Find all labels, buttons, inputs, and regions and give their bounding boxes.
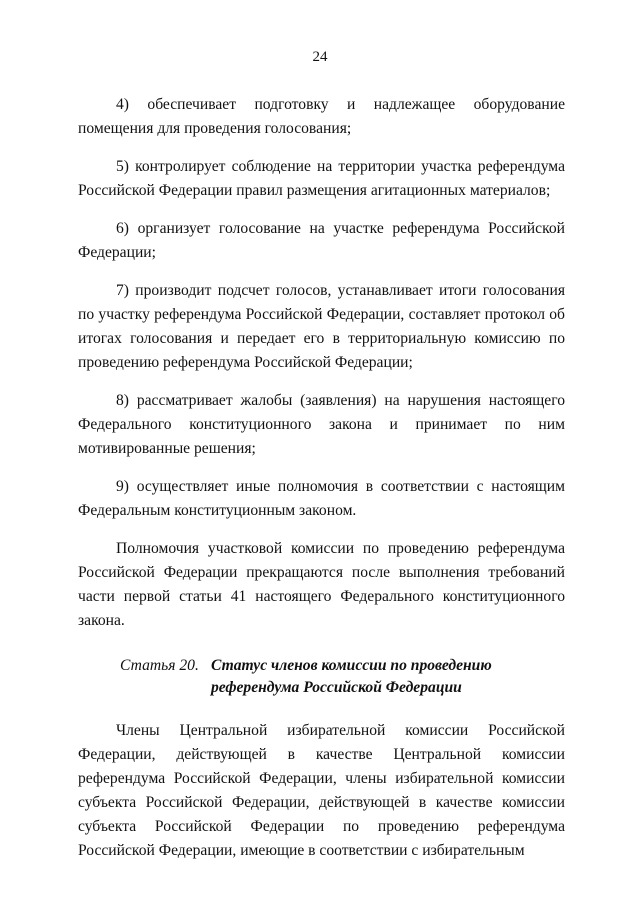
list-item-4: 4) обеспечивает подготовку и надлежащее оборудование помещения для проведения голосования; [78, 96, 565, 137]
article-title [211, 655, 565, 699]
list-item-9: 9) осуществляет иные полномочия в соответствии с настоящим Федеральным конституционным законом. [78, 478, 565, 519]
document-body [78, 93, 565, 863]
article-title-line-2: референдума Российской Федерации [211, 679, 462, 696]
list-item-7: 7) производит подсчет голосов, устанавливает итоги голосования по участку референдума Российской Федерации, составляет протокол об итогах голосования и передает его в территориальную комиссию по проведению референдума Российской Федерации; [78, 282, 565, 371]
article-title-line-1: Статус членов комиссии по проведению [211, 657, 492, 674]
list-item-5: 5) контролирует соблюдение на территории участка референдума Российской Федерации правил размещения агитационных материалов; [78, 158, 565, 199]
list-item-6: 6) организует голосование на участке референдума Российской Федерации; [78, 220, 565, 261]
article-text: Члены Центральной избирательной комиссии Российской Федерации, действующей в качестве Центральной комиссии референдума Российской Федерации, члены избирательной комиссии субъекта Российской Федерации, действующей в качестве комиссии субъекта Российской Федерации по проведению референдума Российской Федерации, имеющие в соответствии с избирательным [78, 722, 565, 859]
page-number: 24 [312, 49, 328, 65]
article-label: Статья 20. [120, 657, 199, 674]
termination-paragraph: Полномочия участковой комиссии по проведению референдума Российской Федерации прекращаются после выполнения требований части первой статьи 41 настоящего Федерального конституционного закона. [78, 540, 565, 629]
article-heading [78, 655, 565, 699]
list-item-8: 8) рассматривает жалобы (заявления) на нарушения настоящего Федерального конституционного закона и принимает по ним мотивированные решения; [78, 392, 565, 457]
